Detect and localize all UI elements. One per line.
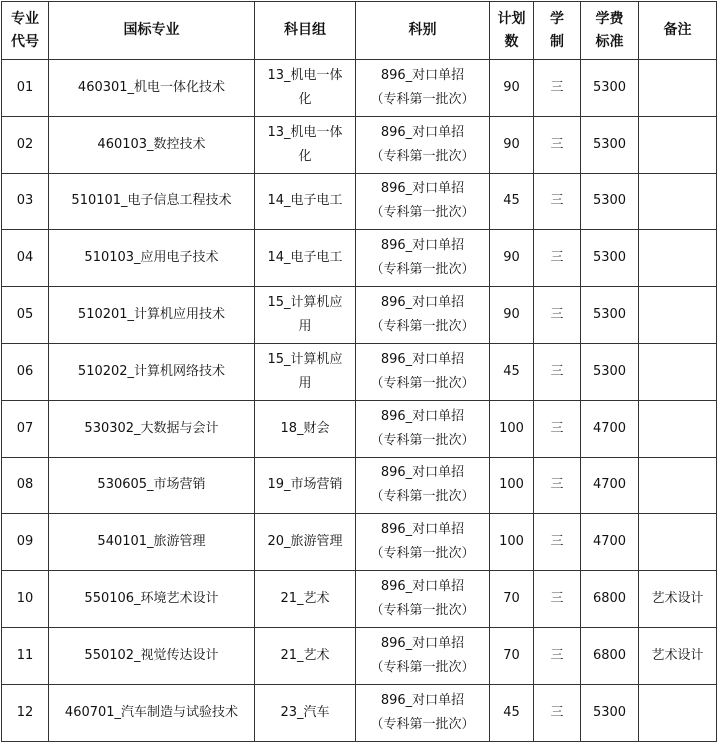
table-body <box>2 60 717 742</box>
cell-plan: 45 <box>490 173 534 230</box>
cell-subject-group: 23_汽车 <box>255 684 356 741</box>
cell-category: 896_对口单招 （专科第一批次） <box>356 571 490 628</box>
cell-fee: 5300 <box>581 230 639 287</box>
table-row <box>2 287 717 344</box>
cell-major: 550102_视觉传达设计 <box>49 627 255 684</box>
cell-code: 11 <box>2 627 49 684</box>
table-row <box>2 571 717 628</box>
table-row <box>2 457 717 514</box>
cell-years: 三 <box>534 287 581 344</box>
cell-fee: 6800 <box>581 627 639 684</box>
cell-major: 550106_环境艺术设计 <box>49 571 255 628</box>
cell-subject-group: 13_机电一体 化 <box>255 116 356 173</box>
cell-code: 02 <box>2 116 49 173</box>
enrollment-table <box>1 1 717 742</box>
cell-plan: 100 <box>490 400 534 457</box>
cell-note <box>639 457 717 514</box>
cell-code: 04 <box>2 230 49 287</box>
table-row <box>2 514 717 571</box>
cell-plan: 90 <box>490 287 534 344</box>
cell-plan: 100 <box>490 514 534 571</box>
table-row <box>2 230 717 287</box>
cell-years: 三 <box>534 343 581 400</box>
cell-years: 三 <box>534 627 581 684</box>
cell-major: 540101_旅游管理 <box>49 514 255 571</box>
table-row <box>2 627 717 684</box>
cell-years: 三 <box>534 60 581 117</box>
cell-fee: 4700 <box>581 400 639 457</box>
cell-plan: 45 <box>490 343 534 400</box>
cell-plan: 70 <box>490 571 534 628</box>
cell-category: 896_对口单招 （专科第一批次） <box>356 400 490 457</box>
cell-plan: 70 <box>490 627 534 684</box>
cell-code: 05 <box>2 287 49 344</box>
table-row <box>2 116 717 173</box>
cell-subject-group: 20_旅游管理 <box>255 514 356 571</box>
cell-code: 08 <box>2 457 49 514</box>
table-row <box>2 173 717 230</box>
cell-note <box>639 173 717 230</box>
cell-major: 510202_计算机网络技术 <box>49 343 255 400</box>
header-note: 备注 <box>639 2 717 60</box>
cell-subject-group: 21_艺术 <box>255 627 356 684</box>
cell-code: 06 <box>2 343 49 400</box>
cell-note <box>639 684 717 741</box>
cell-subject-group: 13_机电一体 化 <box>255 60 356 117</box>
cell-years: 三 <box>534 514 581 571</box>
cell-years: 三 <box>534 230 581 287</box>
cell-subject-group: 15_计算机应 用 <box>255 343 356 400</box>
cell-fee: 5300 <box>581 684 639 741</box>
cell-years: 三 <box>534 684 581 741</box>
cell-note: 艺术设计 <box>639 571 717 628</box>
cell-note <box>639 60 717 117</box>
cell-category: 896_对口单招 （专科第一批次） <box>356 684 490 741</box>
cell-fee: 6800 <box>581 571 639 628</box>
cell-fee: 4700 <box>581 457 639 514</box>
cell-code: 01 <box>2 60 49 117</box>
cell-code: 12 <box>2 684 49 741</box>
header-subject-group: 科目组 <box>255 2 356 60</box>
cell-fee: 5300 <box>581 116 639 173</box>
cell-years: 三 <box>534 571 581 628</box>
cell-years: 三 <box>534 457 581 514</box>
cell-major: 530605_市场营销 <box>49 457 255 514</box>
cell-note <box>639 514 717 571</box>
cell-code: 03 <box>2 173 49 230</box>
cell-note <box>639 116 717 173</box>
cell-category: 896_对口单招 （专科第一批次） <box>356 627 490 684</box>
cell-category: 896_对口单招 （专科第一批次） <box>356 343 490 400</box>
header-major: 国标专业 <box>49 2 255 60</box>
cell-category: 896_对口单招 （专科第一批次） <box>356 60 490 117</box>
table-row <box>2 343 717 400</box>
cell-major: 460103_数控技术 <box>49 116 255 173</box>
cell-years: 三 <box>534 173 581 230</box>
cell-fee: 4700 <box>581 514 639 571</box>
cell-fee: 5300 <box>581 173 639 230</box>
cell-major: 510101_电子信息工程技术 <box>49 173 255 230</box>
cell-fee: 5300 <box>581 343 639 400</box>
cell-category: 896_对口单招 （专科第一批次） <box>356 173 490 230</box>
cell-subject-group: 19_市场营销 <box>255 457 356 514</box>
cell-subject-group: 14_电子电工 <box>255 230 356 287</box>
header-fee: 学费 标准 <box>581 2 639 60</box>
cell-category: 896_对口单招 （专科第一批次） <box>356 230 490 287</box>
table-row <box>2 684 717 741</box>
cell-category: 896_对口单招 （专科第一批次） <box>356 116 490 173</box>
header-plan: 计划 数 <box>490 2 534 60</box>
table-row <box>2 60 717 117</box>
cell-category: 896_对口单招 （专科第一批次） <box>356 457 490 514</box>
cell-note <box>639 400 717 457</box>
header-years: 学 制 <box>534 2 581 60</box>
cell-plan: 90 <box>490 116 534 173</box>
cell-major: 510201_计算机应用技术 <box>49 287 255 344</box>
cell-subject-group: 15_计算机应 用 <box>255 287 356 344</box>
cell-plan: 100 <box>490 457 534 514</box>
cell-major: 510103_应用电子技术 <box>49 230 255 287</box>
cell-code: 09 <box>2 514 49 571</box>
cell-note <box>639 287 717 344</box>
cell-code: 07 <box>2 400 49 457</box>
header-category: 科别 <box>356 2 490 60</box>
cell-note <box>639 230 717 287</box>
cell-code: 10 <box>2 571 49 628</box>
cell-years: 三 <box>534 116 581 173</box>
cell-category: 896_对口单招 （专科第一批次） <box>356 287 490 344</box>
cell-plan: 90 <box>490 60 534 117</box>
table-row <box>2 400 717 457</box>
header-code: 专业 代号 <box>2 2 49 60</box>
cell-note <box>639 343 717 400</box>
cell-years: 三 <box>534 400 581 457</box>
cell-fee: 5300 <box>581 287 639 344</box>
cell-fee: 5300 <box>581 60 639 117</box>
table-header-row <box>2 2 717 60</box>
cell-major: 530302_大数据与会计 <box>49 400 255 457</box>
cell-plan: 45 <box>490 684 534 741</box>
cell-subject-group: 18_财会 <box>255 400 356 457</box>
cell-subject-group: 14_电子电工 <box>255 173 356 230</box>
cell-note: 艺术设计 <box>639 627 717 684</box>
cell-category: 896_对口单招 （专科第一批次） <box>356 514 490 571</box>
cell-major: 460701_汽车制造与试验技术 <box>49 684 255 741</box>
cell-subject-group: 21_艺术 <box>255 571 356 628</box>
cell-plan: 90 <box>490 230 534 287</box>
cell-major: 460301_机电一体化技术 <box>49 60 255 117</box>
